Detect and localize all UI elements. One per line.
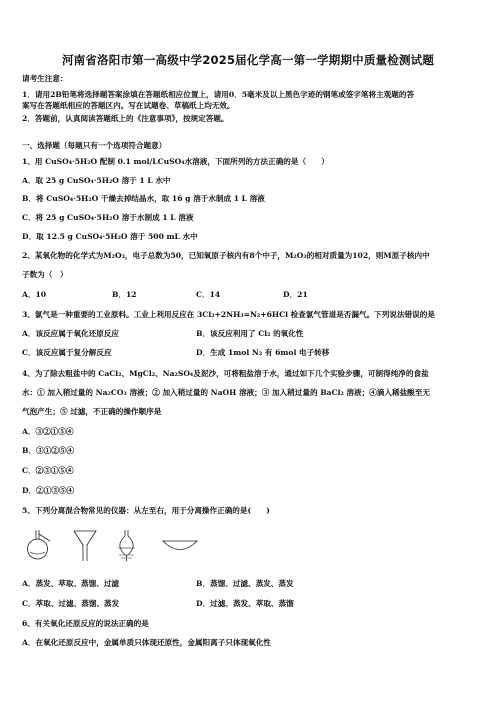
q3-stem: 3、氯气是一种重要的工业原料。工业上利用反应在 3Cl₂+2NH₃=N₂+6HCl 检查氯气管道是否漏气。下列说法错误的是 (22, 310, 435, 319)
q3-option-d: D．生成 1mol N₂ 有 6mol 电子转移 (196, 348, 330, 357)
notice-item-1b: 案写在答题纸相应的答题区内。写在试题卷、草稿纸上均无效。 (22, 101, 235, 110)
notice-item-2: 2．答题前，认真阅读答题纸上的《注意事项》，按规定答题。 (22, 114, 229, 123)
q3-option-c: C．该反应属于复分解反应 (22, 348, 112, 357)
q5-option-d: D．过滤、蒸发、萃取、蒸馏 (196, 599, 294, 608)
q3-option-a: A．该反应属于氧化还原反应 (22, 329, 120, 338)
q2-stem-b: 子数为（ ） (22, 270, 68, 279)
q2-option-d: D．21 (283, 290, 308, 299)
q2-option-a: A．10 (22, 290, 47, 299)
q1-option-d: D．取 12.5 g CuSO₄·5H₂O 溶于 500 mL 水中 (22, 232, 198, 241)
q5-option-c: C．萃取、过滤、蒸馏、蒸发 (22, 599, 120, 608)
q4-stem-b: 水：① 加入稍过量的 Na₂CO₃ 溶液；② 加入稍过量的 NaOH 溶液；③ 加入稍过量的 BaCl₂ 溶液；④滴入稀盐酸至无 (22, 388, 430, 397)
distillation-flask-icon (28, 530, 51, 559)
q6-stem: 6、有关氧化还原反应的说法正确的是 (22, 619, 149, 628)
notice-heading: 请考生注意： (22, 74, 68, 83)
q4-stem-c: 气泡产生；⑤ 过滤，不正确的操作顺序是 (22, 407, 162, 416)
q4-stem-a: 4、为了除去粗盐中的 CaCl₂、MgCl₂、Na₂SO₄及泥沙，可将粗盐溶于水，通过如下几个实验步骤，可制得纯净的食盐 (22, 369, 429, 378)
funnel-icon (74, 531, 96, 561)
separatory-funnel-icon (118, 530, 135, 561)
q2-stem-a: 2、某氧化物的化学式为M₂O₃，电子总数为50，已知氧原子核内有8个中子，M₂O₃的相对质量为102，则M原子核内中 (22, 251, 430, 260)
apparatus-figure (22, 528, 202, 562)
page-title: 河南省洛阳市第一高级中学2025届化学高一第一学期期中质量检测试题 (61, 53, 435, 67)
q1-option-c: C．将 25 g CuSO₄·5H₂O 溶于水制成 1 L 溶液 (22, 213, 194, 222)
section-heading: 一、选择题（每题只有一个选项符合题意） (22, 141, 167, 150)
q2-option-b: B．12 (112, 290, 137, 299)
q3-option-b: B．该反应利用了 Cl₂ 的氧化性 (196, 329, 304, 338)
q6-option-a: A．在氧化还原反应中，金属单质只体现还原性，金属阳离子只体现氧化性 (22, 638, 271, 647)
q5-option-b: B．蒸馏、过滤、蒸发、蒸发 (196, 579, 294, 588)
q5-stem: 5、下列分离混合物常见的仪器：从左至右，用于分离操作正确的是( ) (22, 506, 270, 515)
q2-option-c: C．14 (196, 290, 221, 299)
q4-option-c: C．②③①⑤④ (22, 466, 74, 475)
q5-option-a: A．蒸发、萃取、蒸馏、过滤 (22, 579, 120, 588)
q1-option-b: B．将 CuSO₄·5H₂O 干燥去掉结晶水，取 16 g 溶于水制成 1 L 溶液 (22, 194, 265, 203)
q4-option-d: D．②①③⑤④ (22, 486, 75, 495)
evaporating-dish-icon (162, 541, 198, 550)
q4-option-b: B．③①②⑤④ (22, 446, 74, 455)
notice-item-1a: 1．请用2B铅笔将选择题答案涂填在答题纸相应位置上，请用0．5毫米及以上黑色字迹的钢笔或签字笔将主观题的答 (22, 90, 415, 99)
q1-option-a: A．取 25 g CuSO₄·5H₂O 溶于 1 L 水中 (22, 176, 171, 185)
q4-option-a: A．③②①⑤④ (22, 427, 74, 436)
q1-stem: 1、用 CuSO₄·5H₂O 配制 0.1 mol/LCuSO₄水溶液，下面所列的方法正确的是（ ） (22, 157, 329, 166)
